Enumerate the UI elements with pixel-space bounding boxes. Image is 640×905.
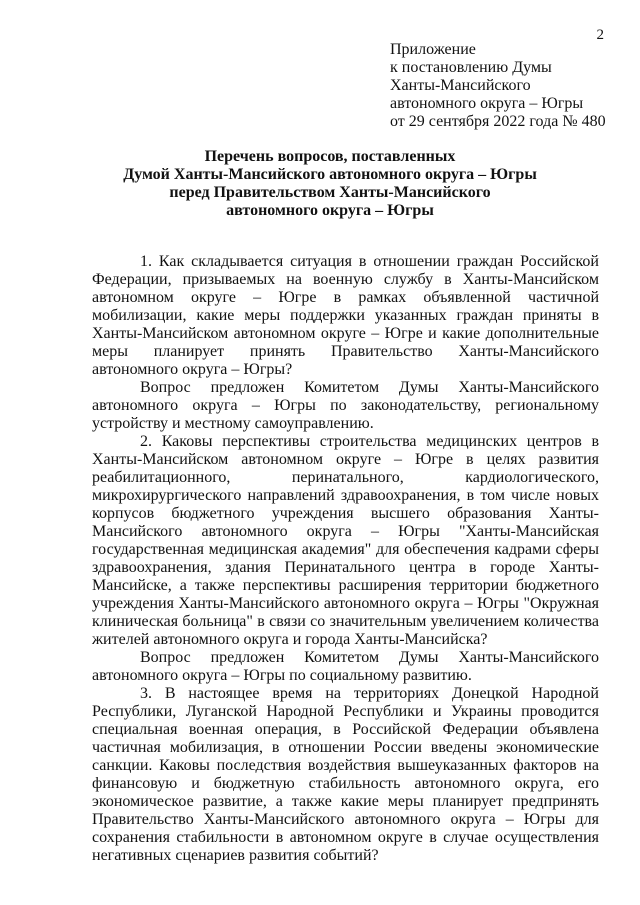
title-line: автономного округа – Югры (226, 202, 434, 219)
appendix-line: от 29 сентября 2022 года № 480 (390, 113, 606, 130)
document-title (60, 148, 600, 220)
title-line: Думой Ханты-Мансийского автономного округа – Югры (123, 166, 537, 183)
question-1-proposer: Вопрос предложен Комитетом Думы Ханты-Мансийского автономного округа – Югры по законодательству, региональному устройству и местному самоуправлению. (92, 379, 599, 432)
appendix-header (390, 41, 630, 131)
questions-list (92, 253, 599, 865)
appendix-line: автономного округа – Югры (390, 95, 584, 112)
appendix-line: к постановлению Думы (390, 59, 552, 76)
question-2-proposer: Вопрос предложен Комитетом Думы Ханты-Мансийского автономного округа – Югры по социальному развитию. (92, 649, 599, 684)
title-line: перед Правительством Ханты-Мансийского (169, 184, 491, 201)
question-1: 1. Как складывается ситуация в отношении граждан Российской Федерации, призываемых на военную службу в Ханты-Мансийском автономном округе – Югре в рамках объявленной частичной мобилизации, какие меры поддержки указанных граждан приняты в Ханты-Мансийском автономном округе – Югре и какие дополнительные меры планирует принять Правительство Ханты-Мансийского автономного округа – Югры? (92, 253, 599, 378)
question-3: 3. В настоящее время на территориях Донецкой Народной Республики, Луганской Народной Республики и Украины проводится специальная военная операция, в Российской Федерации объявлена частичная мобилизация, в отношении России введены экономические санкции. Каковы последствия воздействия вышеуказанных факторов на финансовую и бюджетную стабильность автономного округа, его экономическое развитие, а также какие меры планирует предпринять Правительство Ханты-Мансийского автономного округа – Югры для сохранения стабильности в автономном округе в случае осуществления негативных сценариев развития событий? (92, 685, 599, 864)
title-line: Перечень вопросов, поставленных (204, 148, 456, 165)
question-2: 2. Каковы перспективы строительства медицинских центров в Ханты-Мансийском автономном округе – Югре в целях развития реабилитационного, перинатального, кардиологического, микрохирургического направлений здравоохранения, в том числе новых корпусов бюджетного учреждения высшего образования Ханты-Мансийского автономного округа – Югры "Ханты-Мансийская государственная медицинская академия" для обеспечения кадрами сферы здравоохранения, здания Перинатального центра в городе Ханты-Мансийске, а также перспективы расширения территории бюджетного учреждения Ханты-Мансийского автономного округа – Югры "Окружная клиническая больница" в связи со значительным увеличением количества жителей автономного округа и города Ханты-Мансийска? (92, 433, 599, 648)
page-number: 2 (596, 27, 604, 43)
appendix-line: Ханты-Мансийского (390, 77, 531, 94)
appendix-line: Приложение (390, 41, 476, 58)
